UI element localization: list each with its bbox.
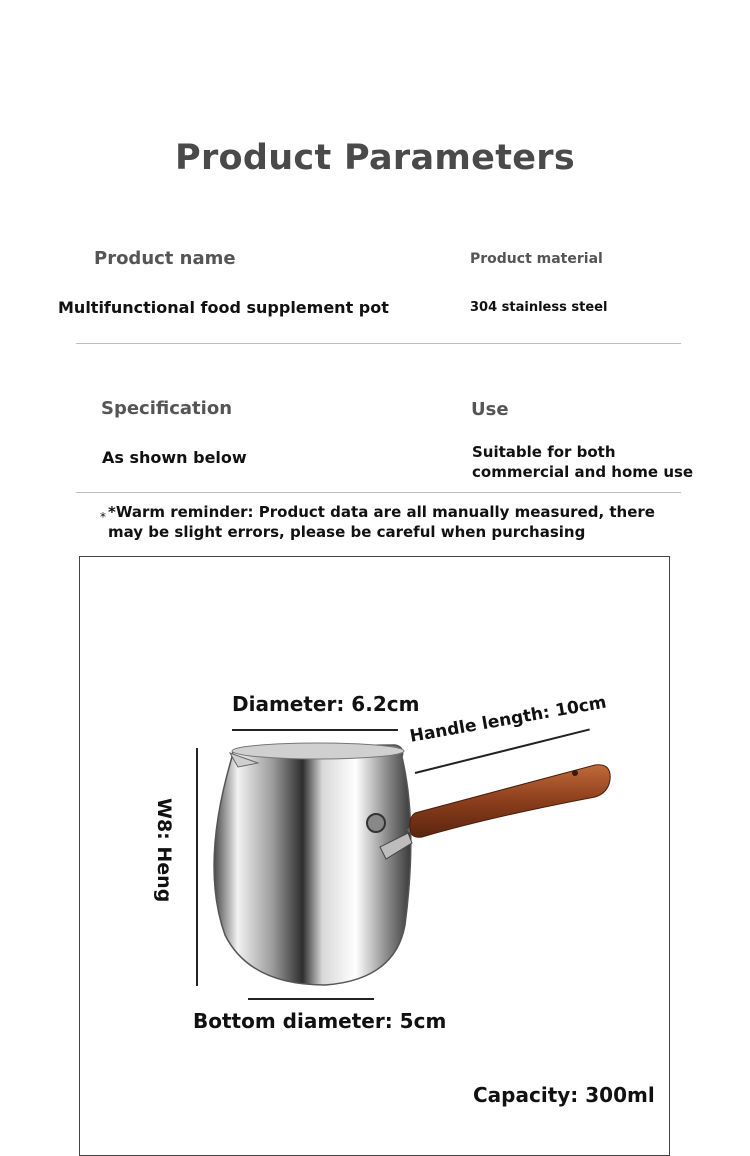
pot-rim-icon <box>232 743 404 759</box>
rivet-icon <box>367 814 385 832</box>
use-label: Use <box>471 399 509 420</box>
page-title: Product Parameters <box>175 138 575 178</box>
height-line <box>196 748 198 986</box>
divider-top <box>76 343 681 344</box>
bottom-line <box>248 998 374 1000</box>
product-material-value: 304 stainless steel <box>470 300 608 315</box>
pot-illustration <box>190 735 620 995</box>
product-material-label: Product material <box>470 251 603 267</box>
specification-value: As shown below <box>102 448 247 467</box>
diameter-label: Diameter: 6.2cm <box>232 692 420 716</box>
reminder-line2: may be slight errors, please be careful when purchasing <box>108 523 586 541</box>
handle-length-label: Handle length: 10cm <box>408 692 608 747</box>
capacity-label: Capacity: 300ml <box>473 1083 655 1107</box>
warm-reminder <box>108 502 668 542</box>
specification-label: Specification <box>101 398 233 419</box>
bottom-diameter-label: Bottom diameter: 5cm <box>193 1009 447 1033</box>
use-value-line2: commercial and home use <box>472 463 694 481</box>
use-value-line1: Suitable for both <box>472 443 616 461</box>
diameter-line <box>232 729 398 731</box>
use-value <box>472 442 693 482</box>
height-label: W8: Heng <box>153 798 175 903</box>
product-name-label: Product name <box>94 248 236 269</box>
wooden-handle-icon <box>410 765 610 837</box>
pot-body-icon <box>214 745 411 985</box>
reminder-line1: *Warm reminder: Product data are all manually measured, there <box>108 503 655 521</box>
product-name-value: Multifunctional food supplement pot <box>58 298 389 317</box>
reminder-star: * <box>100 510 106 524</box>
divider-bottom <box>76 492 681 493</box>
handle-hole-icon <box>572 770 578 776</box>
